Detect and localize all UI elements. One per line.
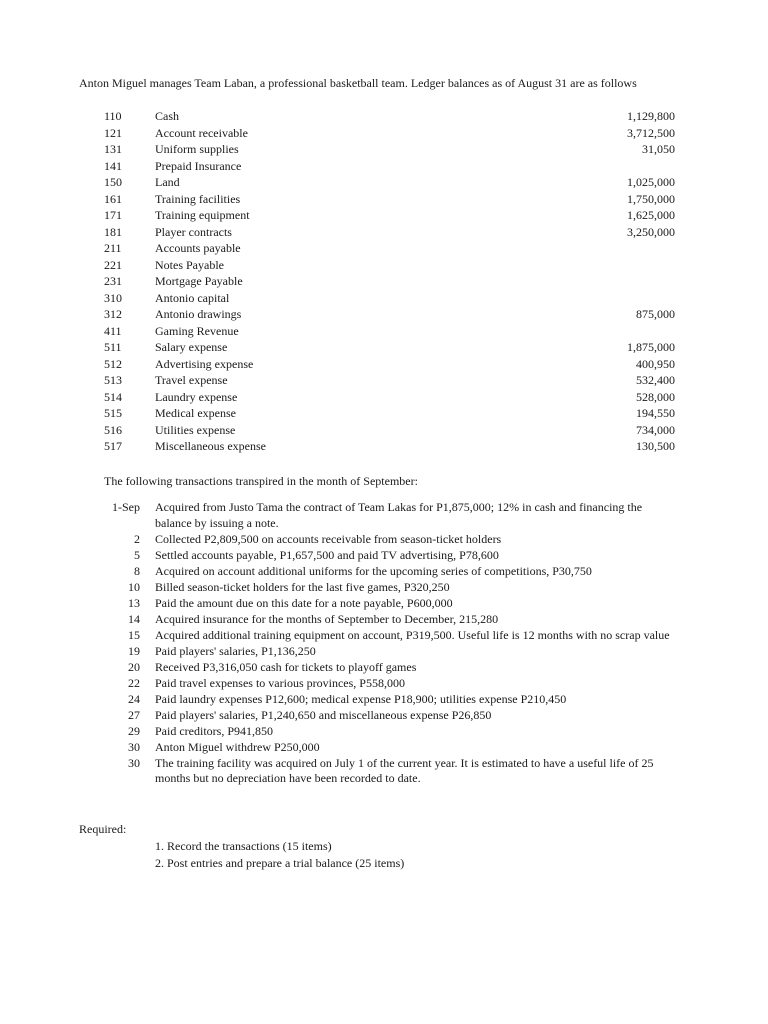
account-balance: 3,250,000 [627, 224, 675, 239]
transaction-item [0, 628, 768, 644]
transaction-date: 24 [128, 691, 140, 706]
account-code: 312 [104, 307, 122, 321]
required-item: 1. Record the transactions (15 items) [155, 839, 332, 853]
transaction-text: Paid players' salaries, P1,136,250 [155, 643, 316, 658]
transaction-date: 2 [134, 531, 140, 546]
account-name: Advertising expense [155, 356, 254, 371]
account-name: Notes Payable [155, 257, 224, 272]
account-code: 512 [104, 356, 122, 371]
transaction-date: 19 [128, 643, 140, 658]
account-name: Account receivable [155, 125, 248, 140]
account-balance: 1,625,000 [627, 208, 675, 222]
transaction-date: 27 [128, 707, 140, 722]
transaction-item [0, 692, 768, 708]
account-name: Cash [155, 109, 179, 123]
transaction-text: Anton Miguel withdrew P250,000 [155, 739, 320, 754]
transaction-date: 30 [128, 755, 140, 770]
ledger-row [0, 224, 768, 241]
transaction-text: Acquired on account additional uniforms for the upcoming series of competitions, P30,750 [155, 563, 592, 578]
transaction-text: Collected P2,809,500 on accounts receivable from season-ticket holders [155, 531, 502, 546]
account-name: Prepaid Insurance [155, 158, 242, 173]
account-name: Training facilities [155, 191, 241, 206]
ledger-row [0, 125, 768, 142]
transaction-item [0, 644, 768, 660]
transaction-item [0, 756, 768, 787]
account-code: 517 [104, 439, 122, 453]
transaction-item [0, 676, 768, 692]
ledger-row [0, 207, 768, 224]
transaction-text: Paid travel expenses to various provinces, P558,000 [155, 675, 405, 690]
account-balance: 1,875,000 [627, 340, 675, 354]
transaction-date: 14 [128, 611, 140, 626]
transaction-text: Paid the amount due on this date for a note payable, P600,000 [155, 595, 453, 610]
transaction-list [0, 500, 768, 787]
transaction-item [0, 548, 768, 564]
account-name: Gaming Revenue [155, 323, 239, 338]
account-code: 211 [104, 241, 122, 255]
account-balance: 31,050 [642, 142, 675, 156]
account-balance: 532,400 [636, 373, 675, 387]
account-code: 131 [104, 142, 122, 156]
intro-paragraph: Anton Miguel manages Team Laban, a professional basketball team. Ledger balances as of August 31 are as follows [79, 76, 637, 90]
transaction-text: Paid players' salaries, P1,240,650 and miscellaneous expense P26,850 [155, 707, 492, 722]
transaction-date: 22 [128, 675, 140, 690]
transaction-text: Settled accounts payable, P1,657,500 and paid TV advertising, P78,600 [155, 547, 499, 562]
account-code: 310 [104, 290, 122, 305]
account-name: Miscellaneous expense [155, 439, 266, 453]
account-balance: 875,000 [636, 307, 675, 321]
transaction-item [0, 564, 768, 580]
transaction-item [0, 708, 768, 724]
account-code: 171 [104, 208, 122, 222]
ledger-row [0, 438, 768, 455]
ledger-row [0, 141, 768, 158]
account-balance: 1,025,000 [627, 175, 675, 189]
ledger-row [0, 389, 768, 406]
account-balance: 1,750,000 [627, 191, 675, 206]
transaction-item [0, 500, 768, 531]
account-balance: 194,550 [636, 406, 675, 420]
account-name: Uniform supplies [155, 142, 239, 156]
transaction-date: 13 [128, 595, 140, 610]
ledger-row [0, 306, 768, 323]
transaction-text: Acquired additional training equipment on account, P319,500. Useful life is 12 months with no scrap value [155, 627, 670, 642]
transaction-text: The training facility was acquired on July 1 of the current year. It is estimated to have a useful life of 25 months but no depreciation have been recorded to date. [155, 755, 654, 785]
ledger-row [0, 158, 768, 175]
account-code: 411 [104, 323, 122, 338]
transaction-date: 1-Sep [112, 500, 140, 514]
transaction-text: Received P3,316,050 cash for tickets to playoff games [155, 659, 417, 674]
account-balance: 130,500 [636, 439, 675, 453]
ledger-row [0, 372, 768, 389]
ledger-row [0, 240, 768, 257]
account-code: 181 [104, 224, 122, 239]
account-balance: 734,000 [636, 422, 675, 437]
ledger-row [0, 290, 768, 307]
transactions-heading: The following transactions transpired in the month of September: [104, 474, 418, 488]
account-name: Travel expense [155, 373, 228, 387]
account-name: Land [155, 175, 180, 189]
account-name: Player contracts [155, 224, 232, 239]
account-balance: 1,129,800 [627, 109, 675, 123]
transaction-item [0, 580, 768, 596]
transaction-date: 8 [134, 563, 140, 578]
ledger-row [0, 257, 768, 274]
transaction-item [0, 596, 768, 612]
account-code: 150 [104, 175, 122, 189]
ledger-row [0, 405, 768, 422]
account-code: 514 [104, 389, 122, 404]
ledger-row [0, 422, 768, 439]
account-name: Salary expense [155, 340, 228, 354]
transaction-item [0, 660, 768, 676]
transaction-date: 10 [128, 579, 140, 594]
account-code: 516 [104, 422, 122, 437]
ledger-row [0, 273, 768, 290]
transaction-item [0, 612, 768, 628]
required-list [155, 838, 404, 871]
account-code: 231 [104, 274, 122, 288]
transaction-date: 20 [128, 659, 140, 674]
ledger-balance-list [0, 108, 768, 455]
account-code: 513 [104, 373, 122, 387]
transaction-date: 5 [134, 547, 140, 562]
transaction-text: Billed season-ticket holders for the last five games, P320,250 [155, 579, 450, 594]
account-name: Training equipment [155, 208, 250, 222]
transaction-text: Acquired insurance for the months of September to December, 215,280 [155, 611, 499, 626]
account-balance: 3,712,500 [627, 125, 675, 140]
account-name: Medical expense [155, 406, 236, 420]
account-code: 515 [104, 406, 122, 420]
account-name: Antonio capital [155, 290, 230, 305]
transaction-item [0, 724, 768, 740]
transaction-text: Paid creditors, P941,850 [155, 723, 273, 738]
account-name: Accounts payable [155, 241, 241, 255]
account-balance: 400,950 [636, 356, 675, 371]
transaction-item [0, 740, 768, 756]
account-balance: 528,000 [636, 389, 675, 404]
ledger-row [0, 356, 768, 373]
required-item: 2. Post entries and prepare a trial balance (25 items) [155, 855, 405, 870]
transaction-date: 15 [128, 627, 140, 642]
account-code: 141 [104, 158, 122, 173]
ledger-row [0, 108, 768, 125]
ledger-row [0, 323, 768, 340]
required-heading: Required: [79, 822, 127, 836]
account-name: Laundry expense [155, 389, 238, 404]
ledger-row [0, 174, 768, 191]
account-code: 221 [104, 257, 122, 272]
account-name: Mortgage Payable [155, 274, 243, 288]
account-code: 161 [104, 191, 122, 206]
account-name: Utilities expense [155, 422, 236, 437]
account-code: 511 [104, 340, 122, 354]
account-code: 121 [104, 125, 122, 140]
account-code: 110 [104, 109, 122, 123]
transaction-item [0, 532, 768, 548]
transaction-date: 30 [128, 739, 140, 754]
ledger-row [0, 339, 768, 356]
transaction-text: Acquired from Justo Tama the contract of Team Lakas for P1,875,000; 12% in cash and financing the balance by issuing a note. [155, 500, 643, 530]
transaction-text: Paid laundry expenses P12,600; medical expense P18,900; utilities expense P210,450 [155, 691, 567, 706]
ledger-row [0, 191, 768, 208]
account-name: Antonio drawings [155, 307, 242, 321]
transaction-date: 29 [128, 723, 140, 738]
